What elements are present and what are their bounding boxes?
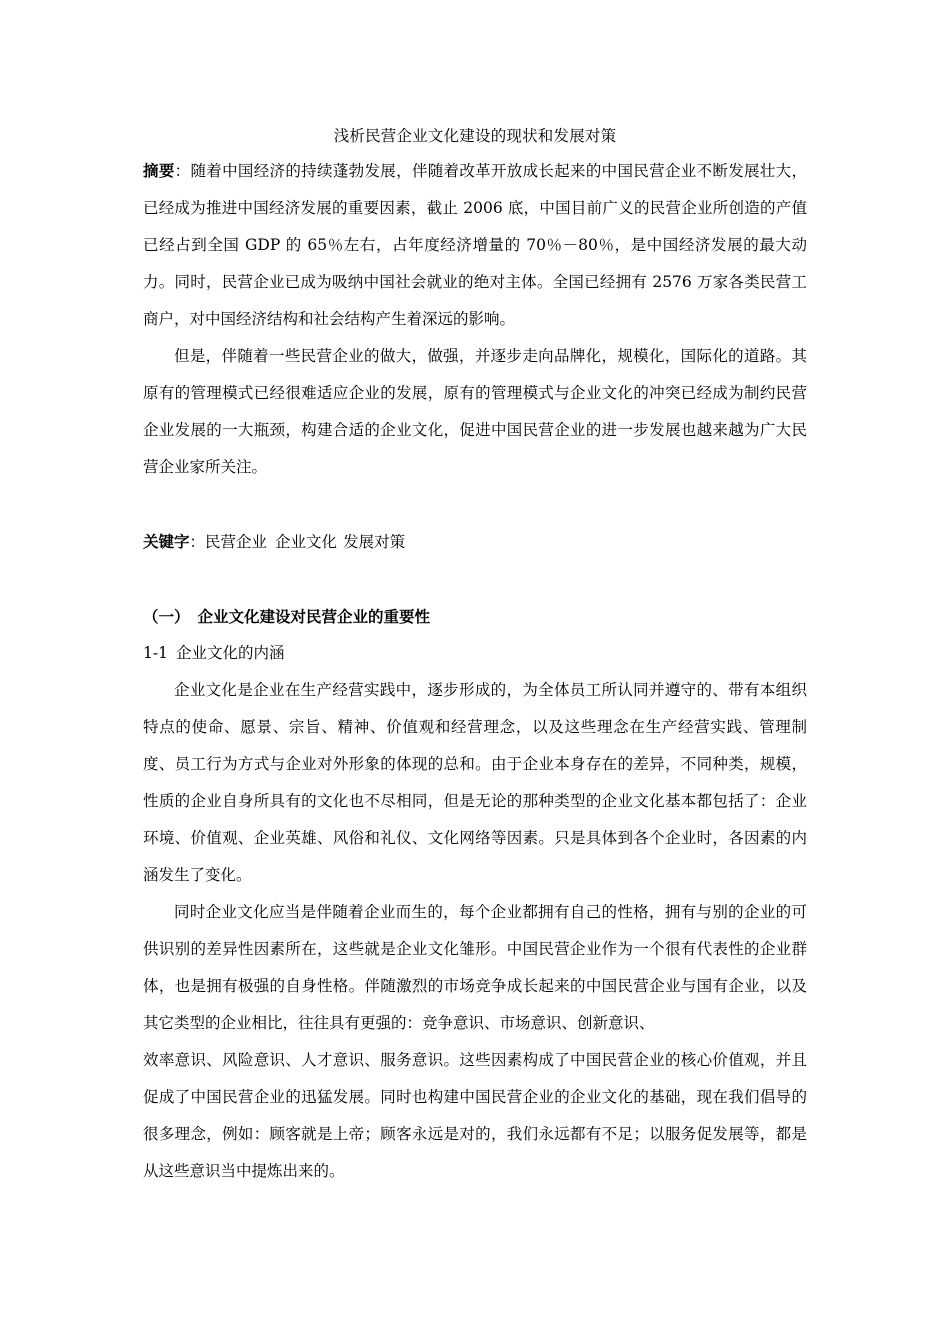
body-paragraph-3: 效率意识、风险意识、人才意识、服务意识。这些因素构成了中国民营企业的核心价值观，并且促成了中国民营企业的迅猛发展。同时也构建中国民营企业的企业文化的基础，现在我们倡导的很多理念，例如：顾客就是上帝；顾客永远是对的，我们永远都有不足；以服务促发展等，都是从这些意识当中提炼出来的。: [143, 1051, 807, 1180]
abstract-text-1: 随着中国经济的持续蓬勃发展，伴随着改革开放成长起来的中国民营企业不断发展壮大，已经成为推进中国经济发展的重要因素，截止 2006 底，中国目前广义的民营企业所创造的产值已经占到全国 GDP 的 65％左右，占年度经济增量的 70％－80％，是中国经济发展的最大动力。同时，民营企业已成为吸纳中国社会就业的绝对主体。全国已经拥有 2576 万家各类民营工商户，对中国经济结构和社会结构产生着深远的影响。: [143, 162, 807, 328]
keyword-item: 企业文化: [275, 533, 338, 551]
keyword-item: 民营企业: [205, 533, 268, 551]
document-content: [143, 124, 807, 1190]
blank-line: [143, 486, 807, 523]
abstract-colon: ：: [174, 162, 191, 180]
section-heading: [143, 598, 807, 635]
keywords-label: 关键字: [143, 532, 190, 551]
subsection-number: 1-1: [143, 644, 168, 662]
body-paragraph-2: 同时企业文化应当是伴随着企业而生的，每个企业都拥有自己的性格，拥有与别的企业的可供识别的差异性因素所在，这些就是企业文化雏形。中国民营企业作为一个很有代表性的企业群体，也是拥有极强的自身性格。伴随激烈的市场竞争成长起来的中国民营企业与国有企业，以及其它类型的企业相比，往往具有更强的：竞争意识、市场意识、创新意识、: [143, 903, 807, 1032]
keyword-item: 发展对策: [343, 533, 406, 551]
keywords-colon: ：: [189, 533, 206, 551]
section-number: （一）: [143, 607, 190, 626]
abstract-paragraph-2: 但是，伴随着一些民营企业的做大，做强，并逐步走向品牌化，规模化，国际化的道路。其原有的管理模式已经很难适应企业的发展，原有的管理模式与企业文化的冲突已经成为制约民营企业发展的一大瓶颈，构建合适的企业文化，促进中国民营企业的进一步发展也越来越为广大民营企业家所关注。: [143, 347, 807, 476]
blank-line: [143, 561, 807, 598]
subsection-title: 企业文化的内涵: [175, 644, 285, 662]
keywords-line: [143, 523, 807, 561]
body-paragraph-1: 企业文化是企业在生产经营实践中，逐步形成的，为全体员工所认同并遵守的、带有本组织特点的使命、愿景、宗旨、精神、价值观和经营理念，以及这些理念在生产经营实践、管理制度、员工行为方式与企业对外形象的体现的总和。由于企业本身存在的差异，不同种类，规模，性质的企业自身所具有的文化也不尽相同，但是无论的那种类型的企业文化基本都包括了：企业环境、价值观、企业英雄、风俗和礼仪、文化网络等因素。只是具体到各个企业时，各因素的内涵发生了变化。: [143, 681, 807, 884]
section-title: 企业文化建设对民营企业的重要性: [197, 607, 431, 626]
subsection-heading: [143, 635, 807, 672]
abstract-label: 摘要: [143, 161, 175, 180]
abstract-paragraph-1: [143, 152, 807, 338]
document-title: 浅析民营企业文化建设的现状和发展对策: [333, 127, 617, 145]
